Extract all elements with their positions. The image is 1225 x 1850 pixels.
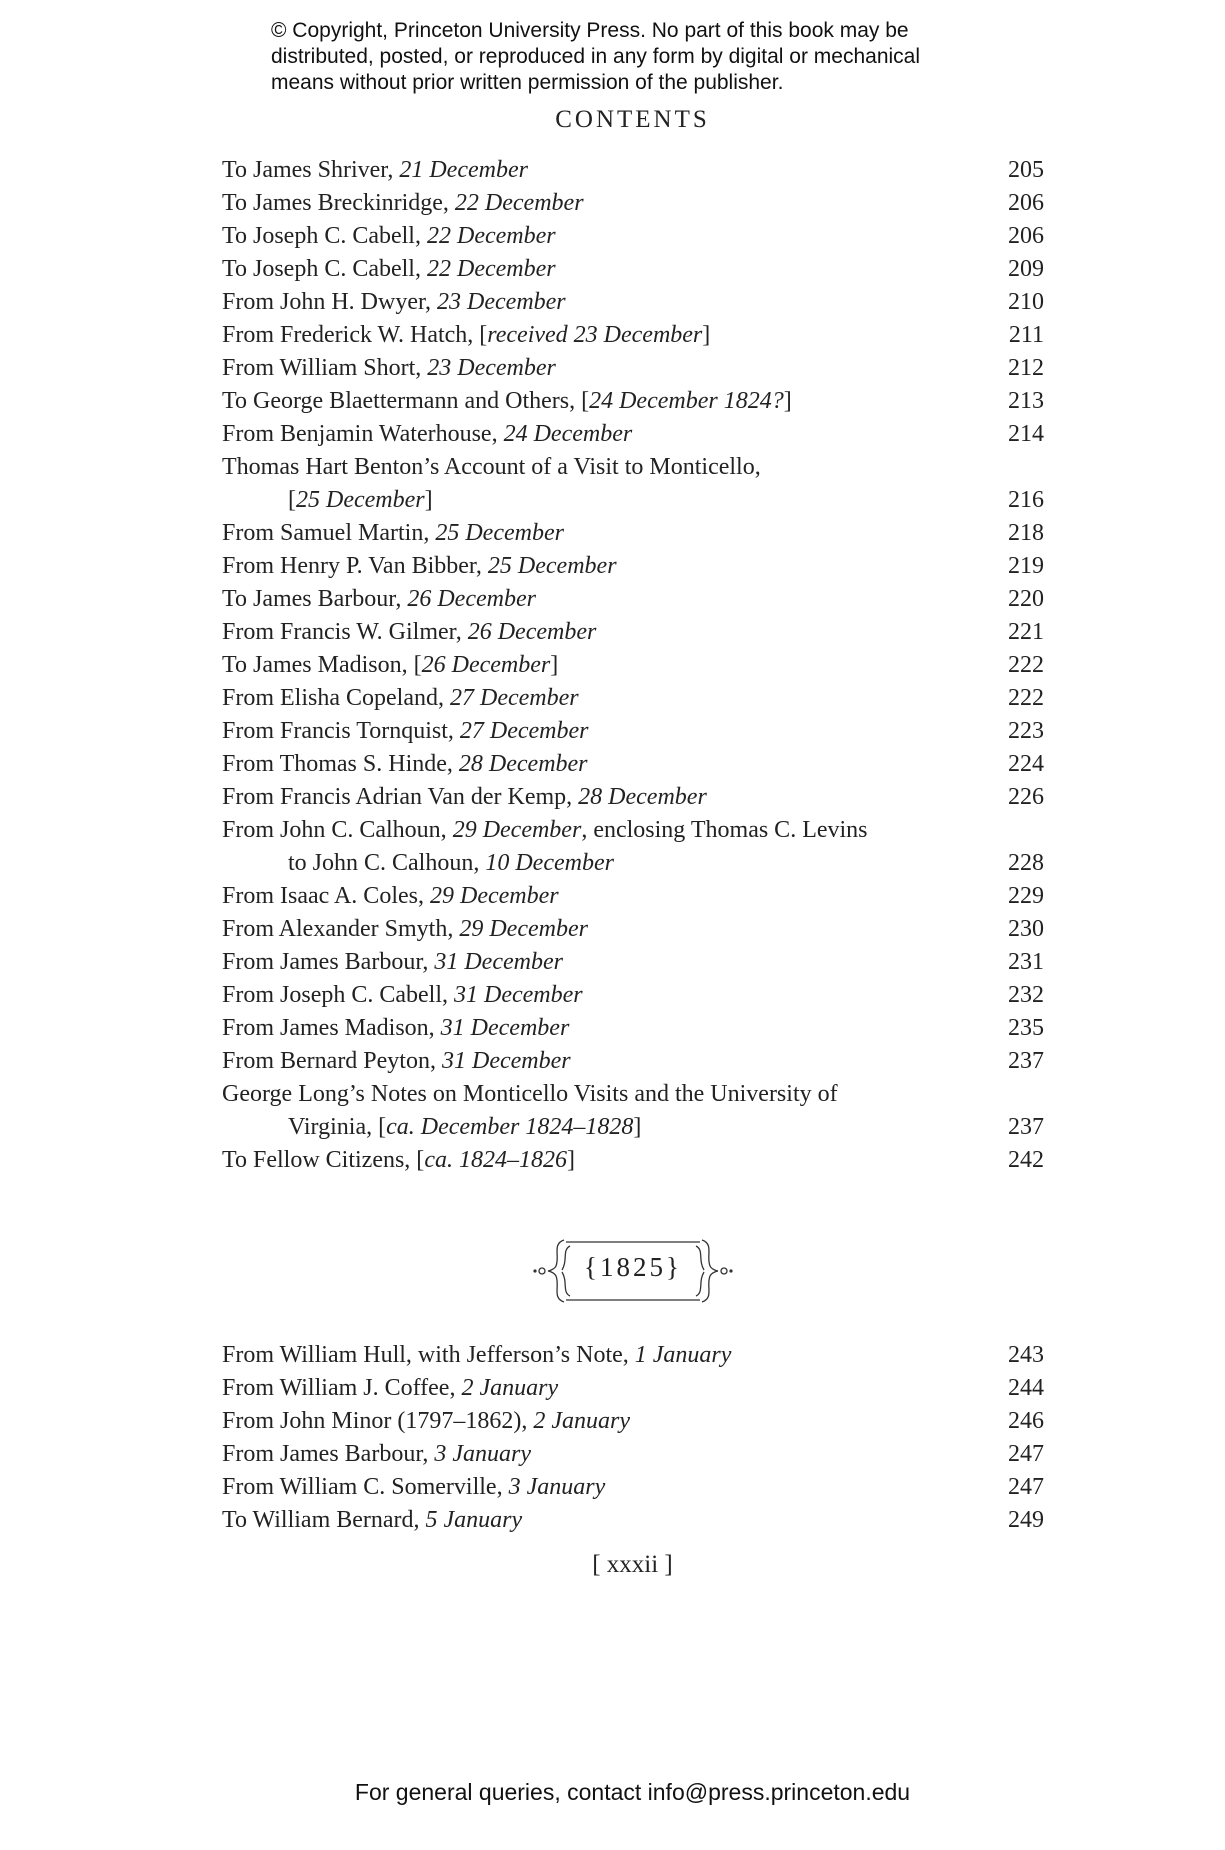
entry-text: To William Bernard, bbox=[222, 1507, 426, 1533]
entry-page-number: 237 bbox=[1008, 1114, 1044, 1140]
page-heading: CONTENTS bbox=[555, 106, 710, 133]
entry-page-number: 211 bbox=[1008, 322, 1044, 348]
toc-entry bbox=[222, 550, 1044, 583]
toc-entry bbox=[222, 154, 1044, 187]
entry-page-number: 218 bbox=[1008, 520, 1044, 546]
year-divider-ornament bbox=[530, 1236, 736, 1306]
toc-entry-title bbox=[222, 913, 1044, 946]
entry-text: From John H. Dwyer, bbox=[222, 289, 438, 315]
entry-page-number: 228 bbox=[1008, 850, 1044, 876]
entry-page-number: 206 bbox=[1008, 190, 1044, 216]
toc-entry-title bbox=[222, 583, 1044, 616]
toc-entry-title bbox=[222, 484, 1044, 517]
entry-date: 1 January bbox=[634, 1342, 732, 1368]
entry-date: ca. 1824–1826 bbox=[424, 1147, 567, 1173]
toc-entry-title bbox=[222, 616, 1044, 649]
toc-entry-title bbox=[222, 1504, 1044, 1537]
entry-text-suffix: ] bbox=[424, 487, 433, 513]
entry-page-number: 237 bbox=[1008, 1048, 1044, 1074]
entry-date: 23 December bbox=[437, 289, 566, 315]
entry-text: Thomas Hart Benton’s Account of a Visit to Monticello, bbox=[222, 454, 761, 480]
contents-list-1824 bbox=[222, 154, 1044, 1177]
entry-page-number: 212 bbox=[1008, 355, 1044, 381]
entry-date: 24 December 1824? bbox=[589, 388, 784, 414]
entry-page-number: 221 bbox=[1008, 619, 1044, 645]
entry-page-number: 222 bbox=[1008, 652, 1044, 678]
page-number: [ xxxii ] bbox=[592, 1551, 673, 1578]
toc-entry-title bbox=[222, 418, 1044, 451]
entry-text: From Alexander Smyth, bbox=[222, 916, 460, 942]
toc-entry bbox=[222, 748, 1044, 781]
entry-date: 22 December bbox=[426, 256, 556, 282]
toc-entry bbox=[222, 1111, 1044, 1144]
entry-text: From James Madison, bbox=[222, 1015, 441, 1041]
toc-entry bbox=[222, 484, 1044, 517]
entry-page-number: 249 bbox=[1008, 1507, 1044, 1533]
toc-entry bbox=[222, 418, 1044, 451]
entry-page-number: 220 bbox=[1008, 586, 1044, 612]
entry-date: 22 December bbox=[454, 190, 584, 216]
toc-entry-title bbox=[222, 1405, 1044, 1438]
entry-date: 28 December bbox=[458, 751, 588, 777]
toc-entry bbox=[222, 517, 1044, 550]
entry-text: From Francis W. Gilmer, bbox=[222, 619, 468, 645]
toc-entry bbox=[222, 682, 1044, 715]
toc-entry bbox=[222, 220, 1044, 253]
toc-entry bbox=[222, 253, 1044, 286]
entry-text: To James Madison, [ bbox=[222, 652, 422, 678]
toc-entry-title bbox=[222, 1111, 1044, 1144]
toc-entry-title bbox=[222, 715, 1044, 748]
entry-page-number: 224 bbox=[1008, 751, 1044, 777]
entry-page-number: 222 bbox=[1008, 685, 1044, 711]
entry-page-number: 242 bbox=[1008, 1147, 1044, 1173]
entry-page-number: 247 bbox=[1008, 1441, 1044, 1467]
toc-entry-title bbox=[222, 1438, 1044, 1471]
toc-entry bbox=[222, 1144, 1044, 1177]
entry-text-suffix: ] bbox=[633, 1114, 642, 1140]
entry-text: From Frederick W. Hatch, [ bbox=[222, 322, 488, 348]
entry-date: 31 December bbox=[441, 1048, 571, 1074]
entry-text: To James Shriver, bbox=[222, 157, 400, 183]
toc-entry bbox=[222, 781, 1044, 814]
toc-entry-title bbox=[222, 649, 1044, 682]
toc-entry bbox=[222, 715, 1044, 748]
toc-entry-title bbox=[222, 814, 1044, 847]
entry-date: 26 December bbox=[467, 619, 597, 645]
footer-contact: For general queries, contact info@press.princeton.edu bbox=[354, 1779, 911, 1805]
entry-text: George Long’s Notes on Monticello Visits and the University of bbox=[222, 1081, 838, 1107]
entry-date: 3 January bbox=[508, 1474, 606, 1500]
entry-text: From Samuel Martin, bbox=[222, 520, 436, 546]
entry-date: received 23 December bbox=[487, 322, 703, 348]
entry-date: 24 December bbox=[503, 421, 633, 447]
entry-date: 29 December bbox=[452, 817, 582, 843]
entry-text: From William J. Coffee, bbox=[222, 1375, 462, 1401]
toc-entry bbox=[222, 847, 1044, 880]
entry-text: From William Short, bbox=[222, 355, 428, 381]
toc-entry bbox=[222, 814, 1044, 847]
contents-list-1825 bbox=[222, 1339, 1044, 1537]
copyright-notice bbox=[271, 18, 971, 96]
entry-date: 29 December bbox=[459, 916, 588, 942]
entry-page-number: 229 bbox=[1008, 883, 1044, 909]
entry-page-number: 235 bbox=[1008, 1015, 1044, 1041]
toc-entry-title bbox=[222, 1012, 1044, 1045]
toc-entry bbox=[222, 649, 1044, 682]
toc-entry bbox=[222, 1045, 1044, 1078]
entry-text: To Joseph C. Cabell, bbox=[222, 256, 427, 282]
entry-date: 29 December bbox=[429, 883, 559, 909]
entry-text-suffix: ] bbox=[566, 1147, 575, 1173]
toc-entry-title bbox=[222, 946, 1044, 979]
toc-entry-title bbox=[222, 1471, 1044, 1504]
entry-date: 31 December bbox=[440, 1015, 570, 1041]
entry-page-number: 232 bbox=[1008, 982, 1044, 1008]
toc-entry-title bbox=[222, 682, 1044, 715]
toc-entry bbox=[222, 187, 1044, 220]
entry-page-number: 226 bbox=[1008, 784, 1044, 810]
entry-page-number: 231 bbox=[1008, 949, 1044, 975]
entry-text: From James Barbour, bbox=[222, 1441, 435, 1467]
entry-page-number: 244 bbox=[1008, 1375, 1044, 1401]
entry-page-number: 247 bbox=[1008, 1474, 1044, 1500]
entry-date: 25 December bbox=[435, 520, 564, 546]
entry-text: From James Barbour, bbox=[222, 949, 435, 975]
toc-entry-title bbox=[222, 880, 1044, 913]
entry-text-suffix: ] bbox=[550, 652, 559, 678]
toc-entry-title bbox=[222, 352, 1044, 385]
toc-entry-title bbox=[222, 550, 1044, 583]
entry-date: 2 January bbox=[533, 1408, 630, 1434]
entry-date: 27 December bbox=[459, 718, 589, 744]
entry-text: From Francis Adrian Van der Kemp, bbox=[222, 784, 579, 810]
entry-page-number: 216 bbox=[1008, 487, 1044, 513]
toc-entry bbox=[222, 352, 1044, 385]
entry-text: From Bernard Peyton, bbox=[222, 1048, 442, 1074]
toc-entry-title bbox=[222, 253, 1044, 286]
entry-date: 25 December bbox=[296, 487, 425, 513]
entry-text: From William C. Somerville, bbox=[222, 1474, 509, 1500]
entry-text: From William Hull, with Jefferson’s Note, bbox=[222, 1342, 635, 1368]
toc-entry bbox=[222, 1078, 1044, 1111]
toc-entry bbox=[222, 286, 1044, 319]
toc-entry-title bbox=[222, 451, 1044, 484]
toc-entry-title bbox=[222, 154, 1044, 187]
entry-date: 23 December bbox=[427, 355, 556, 381]
toc-entry bbox=[222, 946, 1044, 979]
toc-entry-title bbox=[222, 1045, 1044, 1078]
toc-entry bbox=[222, 1405, 1044, 1438]
entry-date: 21 December bbox=[399, 157, 528, 183]
year-label: {1825} bbox=[584, 1252, 682, 1282]
entry-text: To Joseph C. Cabell, bbox=[222, 223, 427, 249]
toc-entry-title bbox=[222, 979, 1044, 1012]
entry-page-number: 219 bbox=[1008, 553, 1044, 579]
toc-entry bbox=[222, 451, 1044, 484]
entry-text: From Henry P. Van Bibber, bbox=[222, 553, 488, 579]
entry-date: 3 January bbox=[434, 1441, 531, 1467]
toc-entry bbox=[222, 319, 1044, 352]
entry-text: From John Minor (1797–1862), bbox=[222, 1408, 534, 1434]
entry-page-number: 243 bbox=[1008, 1342, 1044, 1368]
entry-text: From Elisha Copeland, bbox=[222, 685, 450, 711]
toc-entry bbox=[222, 880, 1044, 913]
entry-date: 22 December bbox=[426, 223, 556, 249]
entry-page-number: 246 bbox=[1008, 1408, 1044, 1434]
toc-entry bbox=[222, 385, 1044, 418]
toc-entry-title bbox=[222, 517, 1044, 550]
toc-entry bbox=[222, 979, 1044, 1012]
entry-page-number: 206 bbox=[1008, 223, 1044, 249]
toc-entry-title bbox=[222, 1078, 1044, 1111]
toc-entry bbox=[222, 1372, 1044, 1405]
entry-date: 26 December bbox=[421, 652, 551, 678]
toc-entry bbox=[222, 1471, 1044, 1504]
toc-entry bbox=[222, 1504, 1044, 1537]
entry-date: 28 December bbox=[578, 784, 707, 810]
entry-text: To James Breckinridge, bbox=[222, 190, 455, 216]
entry-text: to John C. Calhoun, bbox=[288, 850, 486, 876]
entry-date: 27 December bbox=[449, 685, 579, 711]
entry-page-number: 210 bbox=[1008, 289, 1044, 315]
toc-entry-title bbox=[222, 319, 1044, 352]
entry-text: From Joseph C. Cabell, bbox=[222, 982, 454, 1008]
entry-page-number: 223 bbox=[1008, 718, 1044, 744]
entry-date: ca. December 1824–1828 bbox=[386, 1114, 634, 1140]
entry-text: To George Blaettermann and Others, [ bbox=[222, 388, 590, 414]
toc-entry bbox=[222, 583, 1044, 616]
toc-entry-title bbox=[222, 1339, 1044, 1372]
entry-text: From John C. Calhoun, bbox=[222, 817, 453, 843]
toc-entry bbox=[222, 1339, 1044, 1372]
entry-text: From Isaac A. Coles, bbox=[222, 883, 430, 909]
entry-date: 31 December bbox=[434, 949, 563, 975]
entry-date: 2 January bbox=[461, 1375, 559, 1401]
toc-entry-title bbox=[222, 748, 1044, 781]
entry-text: Virginia, [ bbox=[288, 1114, 387, 1140]
entry-page-number: 230 bbox=[1008, 916, 1044, 942]
toc-entry-title bbox=[222, 385, 1044, 418]
entry-date: 10 December bbox=[485, 850, 614, 876]
toc-entry-title bbox=[222, 286, 1044, 319]
entry-page-number: 214 bbox=[1008, 421, 1044, 447]
toc-entry-title bbox=[222, 847, 1044, 880]
entry-text-suffix: , enclosing Thomas C. Levins bbox=[581, 817, 868, 843]
entry-page-number: 209 bbox=[1008, 256, 1044, 282]
toc-entry-title bbox=[222, 220, 1044, 253]
entry-text: To James Barbour, bbox=[222, 586, 408, 612]
toc-entry bbox=[222, 1012, 1044, 1045]
entry-date: 26 December bbox=[407, 586, 536, 612]
toc-entry bbox=[222, 616, 1044, 649]
toc-entry-title bbox=[222, 1144, 1044, 1177]
copyright-line: means without prior written permission of the publisher. bbox=[271, 71, 784, 94]
toc-entry bbox=[222, 913, 1044, 946]
entry-text: From Francis Tornquist, bbox=[222, 718, 460, 744]
entry-date: 31 December bbox=[454, 982, 583, 1008]
entry-text: From Benjamin Waterhouse, bbox=[222, 421, 504, 447]
entry-text: To Fellow Citizens, [ bbox=[222, 1147, 425, 1173]
toc-entry-title bbox=[222, 1372, 1044, 1405]
copyright-line: distributed, posted, or reproduced in any form by digital or mechanical bbox=[271, 45, 921, 68]
toc-entry bbox=[222, 1438, 1044, 1471]
entry-text: [ bbox=[288, 487, 296, 513]
copyright-line: © Copyright, Princeton University Press. No part of this book may be bbox=[271, 19, 909, 42]
toc-entry-title bbox=[222, 781, 1044, 814]
entry-page-number: 205 bbox=[1008, 157, 1044, 183]
toc-entry-title bbox=[222, 187, 1044, 220]
entry-text-suffix: ] bbox=[702, 322, 711, 348]
entry-text: From Thomas S. Hinde, bbox=[222, 751, 459, 777]
entry-date: 25 December bbox=[487, 553, 617, 579]
entry-text-suffix: ] bbox=[783, 388, 792, 414]
entry-date: 5 January bbox=[425, 1507, 523, 1533]
entry-page-number: 213 bbox=[1008, 388, 1044, 414]
